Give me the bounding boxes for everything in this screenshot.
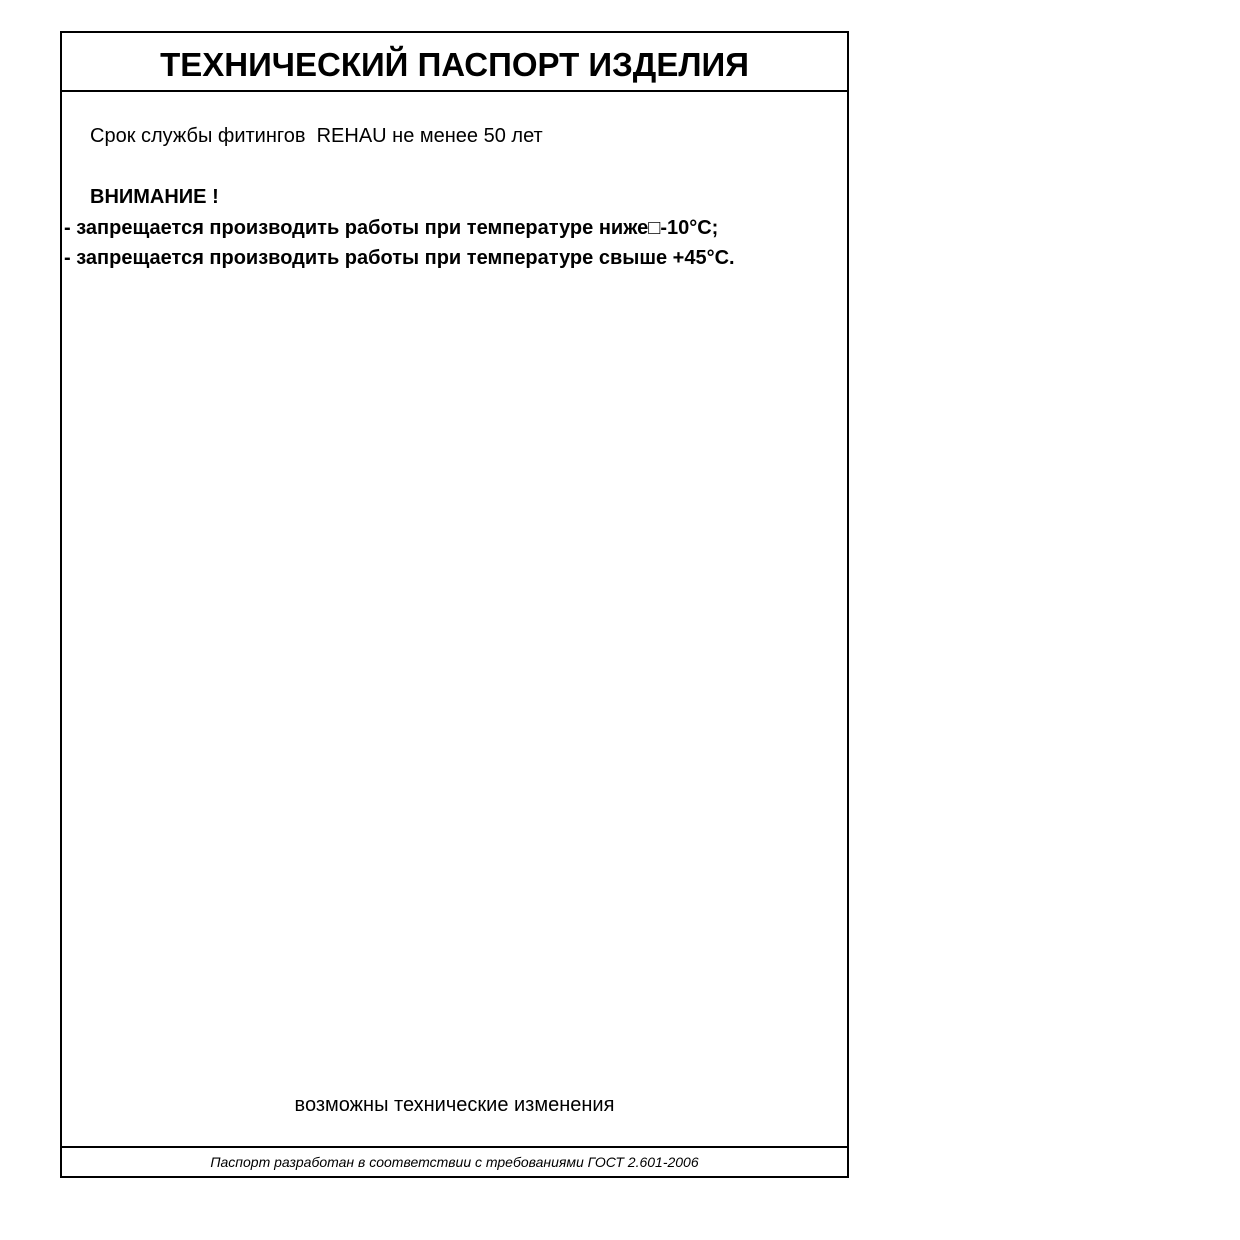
warning-heading: ВНИМАНИЕ !: [90, 186, 219, 208]
service-life-text: Срок службы фитингов REHAU не менее 50 лет: [90, 125, 543, 147]
technical-changes-note: возможны технические изменения: [294, 1094, 615, 1116]
restriction-item-high-temp: - запрещается производить работы при температуре свыше +45°С.: [64, 247, 735, 269]
footer-section: [62, 1146, 847, 1176]
restriction-item-low-temp: - запрещается производить работы при температуре ниже□-10°С;: [64, 217, 719, 239]
document-title: ТЕХНИЧЕСКИЙ ПАСПОРТ ИЗДЕЛИЯ: [160, 45, 749, 83]
gost-compliance-note: Паспорт разработан в соответствии с требованиями ГОСТ 2.601-2006: [210, 1154, 699, 1170]
header-section: [62, 33, 847, 92]
passport-frame: [60, 31, 849, 1178]
